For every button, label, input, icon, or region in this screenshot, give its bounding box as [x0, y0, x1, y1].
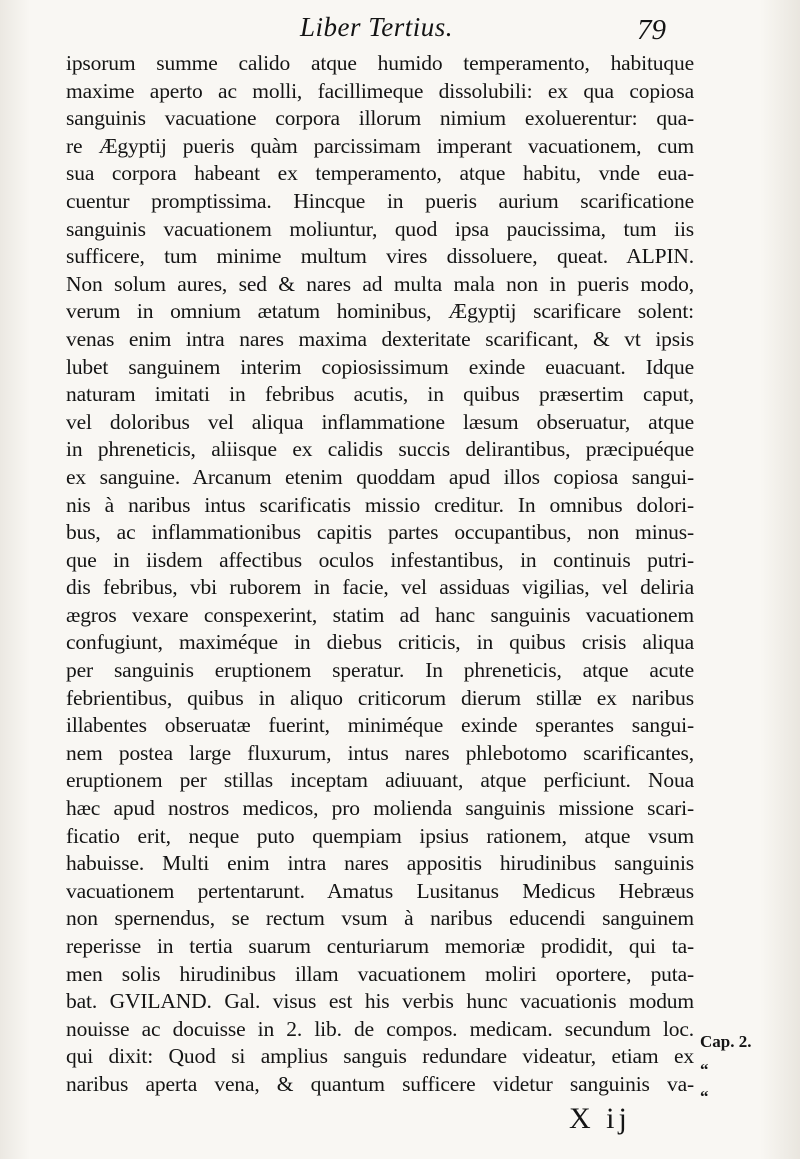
- text-line: in phreneticis, aliisque ex calidis succis delirantibus, præcipuéque: [66, 437, 694, 462]
- text-line: ficatio erit, neque puto quempiam ipsius rationem, atque vsum: [66, 823, 694, 848]
- text-line: ipsorum summe calido atque humido temperamento, habituque: [66, 51, 694, 75]
- signature-mark: X ij: [569, 1102, 631, 1135]
- text-line: febrientibus, quibus in aliquo criticorum dierum stillæ ex naribus: [66, 685, 694, 710]
- text-line: vel doloribus vel aliqua inflammatione læsum obseruatur, atque: [66, 409, 694, 434]
- text-line: nem postea large fluxurum, intus nares phlebotomo scarificantes,: [66, 740, 694, 765]
- text-line: eruptionem per stillas inceptam adiuuant, atque perficiunt. Noua: [66, 768, 694, 793]
- page-number: 79: [637, 14, 666, 46]
- text-line: cuentur promptissima. Hincque in pueris aurium scarificatione: [66, 188, 694, 213]
- text-line: bus, ac inflammationibus capitis partes occupantibus, non minus-: [66, 520, 694, 545]
- text-line: confugiunt, maximéque in diebus criticis, in quibus crisis aliqua: [66, 630, 694, 655]
- text-line: habuisse. Multi enim intra nares appositis hirudinibus sanguinis: [66, 851, 694, 876]
- text-line: sanguinis vacuatione corpora illorum nimium exoluerentur: qua-: [66, 106, 694, 131]
- text-line: lubet sanguinem interim copiosissimum exinde euacuant. Idque: [66, 354, 694, 379]
- text-line: naturam imitati in febribus acutis, in quibus præsertim caput,: [66, 382, 694, 407]
- text-line: reperisse in tertia suarum centuriarum memoriæ prodidit, qui ta-: [66, 934, 694, 958]
- text-line: ex sanguine. Arcanum etenim quoddam apud illos copiosa sangui-: [66, 464, 694, 489]
- text-line: re Ægyptij pueris quàm parcissimam imperant vacuationem, cum: [66, 133, 694, 158]
- marginal-notes: [700, 1028, 780, 1111]
- margin-quote-mark: “: [700, 1059, 709, 1079]
- text-line: sanguinis vacuationem moliuntur, quod ipsa paucissima, tum iis: [66, 216, 694, 241]
- text-line: venas enim intra nares maxima dexteritate scarificant, & vt ipsis: [66, 326, 694, 351]
- text-line: sufficere, tum minime multum vires dissoluere, queat. ALPIN.: [66, 244, 694, 269]
- text-line: vacuationem pertentarunt. Amatus Lusitanus Medicus Hebræus: [66, 878, 694, 903]
- text-line: non spernendus, se rectum vsum à naribus educendi sanguinem: [66, 906, 694, 931]
- text-line: qui dixit: Quod si amplius sanguis redundare videatur, etiam ex: [66, 1044, 694, 1069]
- text-line: illabentes obseruatæ fuerint, miniméque exinde sperantes sangui-: [66, 713, 694, 738]
- text-line: per sanguinis eruptionem speratur. In phreneticis, atque acute: [66, 658, 694, 683]
- text-line: nis à naribus intus scarificatis missio creditur. In omnibus dolori-: [66, 492, 694, 517]
- text-line: ægros vexare conspexerint, statim ad hanc sanguinis vacuationem: [66, 602, 694, 627]
- text-line: sua corpora habeant ex temperamento, atque habitu, vnde eua-: [66, 161, 694, 186]
- margin-quote-mark: “: [700, 1087, 709, 1107]
- text-line: hæc apud nostros medicos, pro molienda sanguinis missione scari-: [66, 796, 694, 821]
- text-line: maxime aperto ac molli, facillimeque dissolubili: ex qua copiosa: [66, 78, 694, 103]
- text-line: Non solum aures, sed & nares ad multa mala non in pueris modo,: [66, 271, 694, 296]
- text-line: verum in omnium ætatum hominibus, Ægyptij scarificare solent:: [66, 299, 694, 324]
- text-line: nouisse ac docuisse in 2. lib. de compos. medicam. secundum loc.: [66, 1016, 694, 1041]
- text-line: men solis hirudinibus illam vacuationem moliri oportere, puta-: [66, 961, 694, 986]
- text-line: bat. GVILAND. Gal. visus est his verbis hunc vacuationis modum: [66, 989, 694, 1014]
- text-line: dis febribus, vbi ruborem in facie, vel assiduas vigilias, vel deliria: [66, 575, 694, 600]
- body-text: [66, 50, 694, 1099]
- text-line: naribus aperta vena, & quantum sufficere videtur sanguinis va-: [66, 1071, 694, 1096]
- running-title: Liber Tertius.: [300, 12, 454, 42]
- text-line: que in iisdem affectibus oculos infestantibus, in continuis putri-: [66, 547, 694, 572]
- margin-chapter-reference: Cap. 2.: [700, 1032, 752, 1051]
